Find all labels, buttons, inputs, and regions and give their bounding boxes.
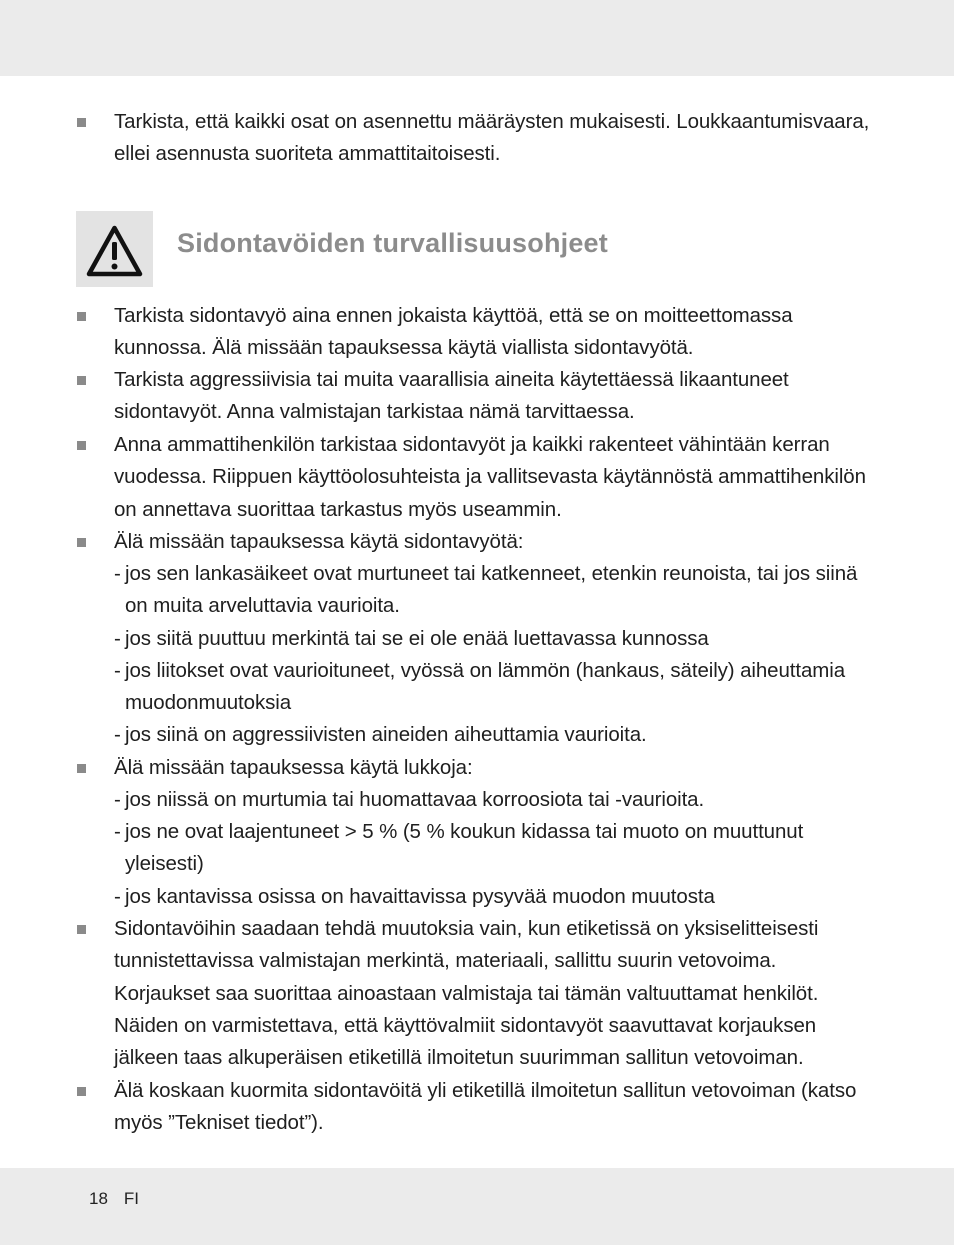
footer (89, 1189, 139, 1209)
sub-list-item-text: jos niissä on murtumia tai huomattavaa korroosiota tai -vaurioita. (125, 788, 705, 811)
sub-list-item-text: jos liitokset ovat vaurioituneet, vyössä on lämmön (hankaus, säteily) aiheuttamia muodonmuutoksia (125, 659, 846, 715)
bullet-marker (77, 441, 87, 451)
sub-list-item: - jos liitokset ovat vaurioituneet, vyössä on lämmön (hankaus, säteily) aiheuttamia muodonmuutoksia (114, 659, 846, 715)
list-item: Anna ammattihenkilön tarkistaa sidontavyöt ja kaikki rakenteet vähintään kerran vuodessa. Riippuen käyttöolosuhteista ja vallitsevasta käytännöstä ammattihenkilön on annettava suorittaa tarkastus myös useammin. (114, 433, 866, 521)
warning-icon-box (76, 211, 153, 287)
sub-list-item-text: jos siitä puuttuu merkintä tai se ei ole enää luettavassa kunnossa (125, 627, 709, 650)
sub-list-item: - jos siinä on aggressiivisten aineiden aiheuttamia vaurioita. (114, 723, 647, 746)
section-heading: Sidontavöiden turvallisuusohjeet (177, 228, 608, 258)
list-item: Tarkista sidontavyö aina ennen jokaista käyttöä, että se on moitteettomassa kunnossa. Älä missään tapauksessa käytä viallista sidontavyötä. (114, 304, 793, 360)
sub-list-item: - jos sen lankasäikeet ovat murtuneet tai katkenneet, etenkin reunoista, tai jos siinä on muita arveluttavia vaurioita. (114, 562, 858, 618)
sub-list-item: - jos niissä on murtumia tai huomattavaa korroosiota tai -vaurioita. (114, 788, 705, 811)
bullet-marker (77, 1087, 87, 1097)
sub-list-item-text: jos siinä on aggressiivisten aineiden aiheuttamia vaurioita. (125, 723, 647, 746)
sub-list-item: - jos ne ovat laajentuneet > 5 % (5 % koukun kidassa tai muoto on muuttunut yleisesti) (114, 820, 804, 876)
sub-list-item: - jos siitä puuttuu merkintä tai se ei ole enää luettavassa kunnossa (114, 627, 709, 650)
list-item: Älä missään tapauksessa käytä sidontavyötä: (114, 530, 524, 553)
footer-band (0, 1168, 954, 1245)
top-band (0, 0, 954, 76)
bullet-marker (77, 376, 87, 386)
bullet-marker (77, 538, 87, 548)
language-code: FI (123, 1189, 140, 1208)
bullet-marker (77, 925, 87, 935)
bullet-marker (77, 118, 87, 128)
sub-list-item-text: jos kantavissa osissa on havaittavissa pysyvää muodon muutosta (125, 885, 715, 908)
page-number: 18 (89, 1189, 108, 1208)
sub-list-item-text: jos ne ovat laajentuneet > 5 % (5 % koukun kidassa tai muoto on muuttunut yleisesti) (125, 820, 804, 876)
sub-list-item-text: jos sen lankasäikeet ovat murtuneet tai katkenneet, etenkin reunoista, tai jos siinä on muita arveluttavia vaurioita. (125, 562, 858, 618)
list-item: Älä missään tapauksessa käytä lukkoja: (114, 756, 473, 779)
intro-paragraph: Tarkista, että kaikki osat on asennettu määräysten mukaisesti. Loukkaantumisvaara, ellei asennusta suoriteta ammattitaitoisesti. (114, 110, 870, 166)
bullet-marker (77, 312, 87, 322)
warning-triangle-icon (76, 211, 153, 287)
list-item: Tarkista aggressiivisia tai muita vaarallisia aineita käytettäessä likaantuneet sidontavyöt. Anna valmistajan tarkistaa nämä tarvittaessa. (114, 368, 789, 424)
list-item: Sidontavöihin saadaan tehdä muutoksia vain, kun etiketissä on yksiselitteisesti tunnistettavissa valmistajan merkintä, materiaali, sallittu suurin vetovoima. Korjaukset saa suorittaa ainoastaan valmistaja tai tämän valtuuttamat henkilöt. Näiden on varmistettava, että käyttövalmiit sidontavyöt saavuttavat korjauksen jälkeen taas alkuperäisen etiketillä ilmoitetun suurimman sallitun vetovoiman. (114, 917, 819, 1070)
sub-list-item: - jos kantavissa osissa on havaittavissa pysyvää muodon muutosta (114, 885, 715, 908)
list-item: Älä koskaan kuormita sidontavöitä yli etiketillä ilmoitetun sallitun vetovoiman (katso myös ”Tekniset tiedot”). (114, 1079, 857, 1135)
bullet-marker (77, 764, 87, 774)
